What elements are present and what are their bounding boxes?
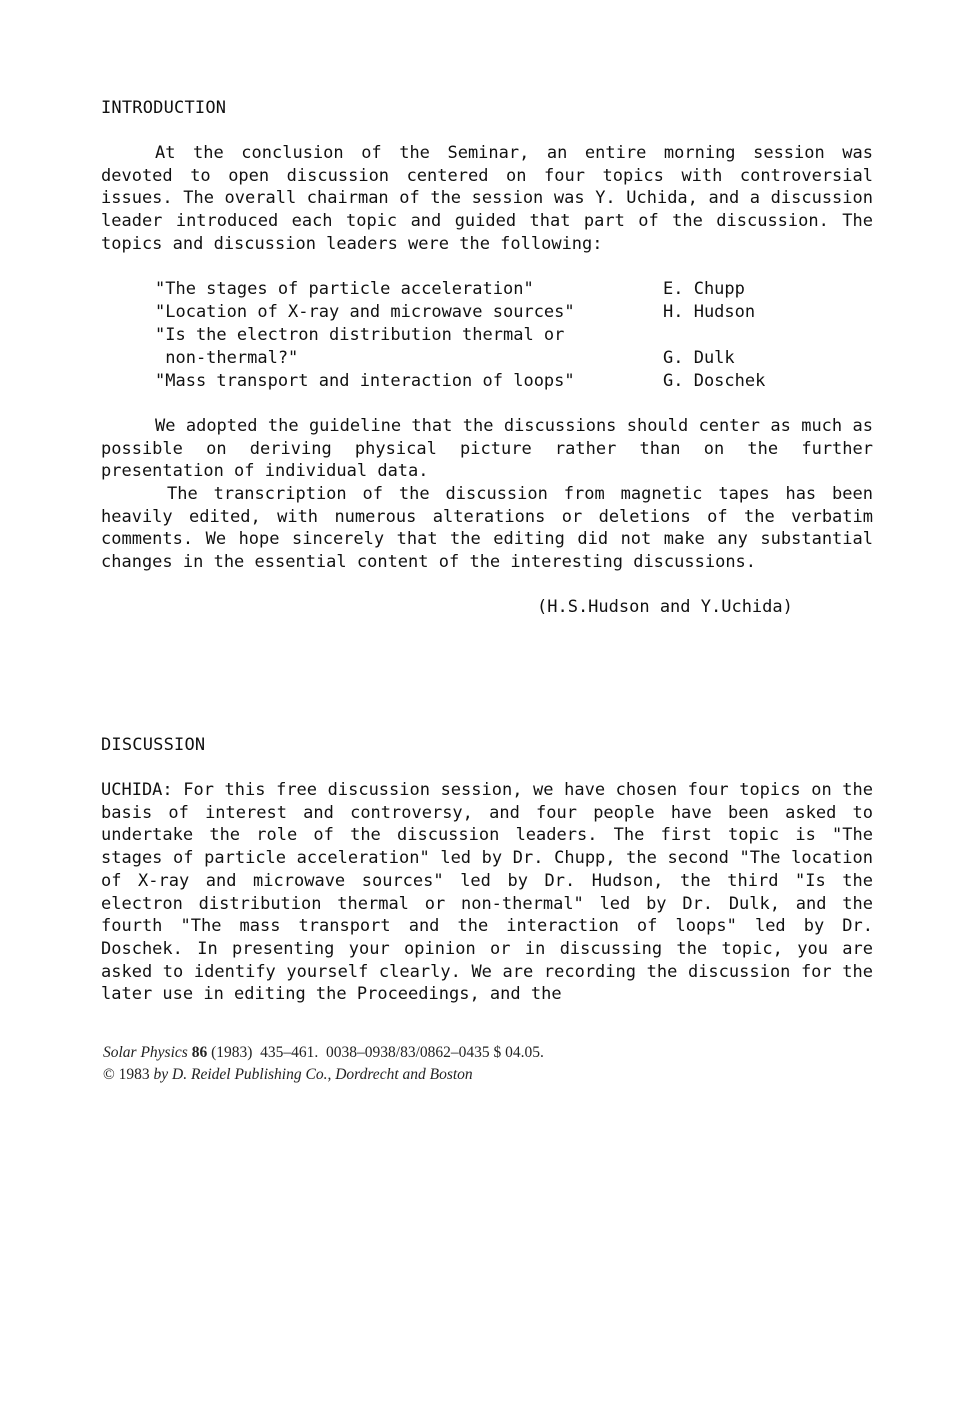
introduction-paragraph-2: We adopted the guideline that the discussions should center as much as possible on deriving physical picture rather than on the further presentation of individual data.: [101, 416, 873, 482]
topic-leader: E. Chupp: [663, 279, 745, 299]
copyright-symbol: ©: [103, 1066, 115, 1083]
topic-row: [155, 301, 805, 324]
topic-title: "Location of X-ray and microwave sources": [155, 302, 575, 322]
discussion-paragraph-1: UCHIDA: For this free discussion session, we have chosen four topics on the basis of interest and controversy, and four people have been asked to undertake the role of the discussion leaders. The first topic is "The stages of particle acceleration" led by Dr. Chupp, the second "The location of X-ray and microwave sources" led by Dr. Hudson, the third "Is the electron distribution thermal or non-thermal" led by Dr. Dulk, and the fourth "The mass transport and the interaction of loops" led by Dr. Doschek. In presenting your opinion or in discussing the topic, you are asked to identify yourself clearly. We are recording the discussion for the later use in editing the Proceedings, and the: [101, 780, 873, 1005]
journal-year: (1983): [211, 1044, 253, 1061]
topic-row: [155, 278, 805, 301]
footer-line-1: [103, 1042, 544, 1064]
topic-leader: G. Dulk: [663, 348, 735, 368]
journal-pages: 435–461.: [260, 1044, 319, 1061]
footer-citation: [103, 1042, 544, 1086]
topic-leader: H. Hudson: [663, 302, 756, 322]
introduction-paragraph-1: At the conclusion of the Seminar, an entire morning session was devoted to open discussion centered on four topics with controversial issues. The overall chairman of the session was Y. Uchida, and a discussion leader introduced each topic and guided that part of the discussion. The topics and discussion leaders were the following:: [101, 143, 873, 254]
journal-name: Solar Physics: [103, 1044, 188, 1061]
topic-leader: G. Doschek: [663, 371, 766, 391]
journal-code: 0038–0938/83/0862–0435 $ 04.05.: [326, 1044, 544, 1061]
publisher: by D. Reidel Publishing Co., Dordrecht and Boston: [153, 1066, 473, 1083]
introduction-paragraph-3: The transcription of the discussion from magnetic tapes has been heavily edited, with numerous alterations or deletions of the verbatim comments. We hope sincerely that the editing did not make any substantial changes in the essential content of the interesting discussions.: [101, 484, 873, 573]
topic-row: [155, 324, 805, 370]
topic-row: [155, 370, 805, 393]
copyright-year: 1983: [118, 1066, 150, 1083]
journal-volume: 86: [191, 1044, 208, 1061]
discussion-heading: DISCUSSION: [101, 735, 206, 755]
introduction-heading: INTRODUCTION: [101, 98, 227, 118]
footer-line-2: [103, 1064, 544, 1086]
signature: (H.S.Hudson and Y.Uchida): [537, 597, 793, 617]
topic-title: "Is the electron distribution thermal or non-thermal?": [155, 325, 565, 368]
topics-list: [155, 278, 805, 393]
topic-title: "Mass transport and interaction of loops": [155, 371, 575, 391]
topic-title: "The stages of particle acceleration": [155, 279, 534, 299]
